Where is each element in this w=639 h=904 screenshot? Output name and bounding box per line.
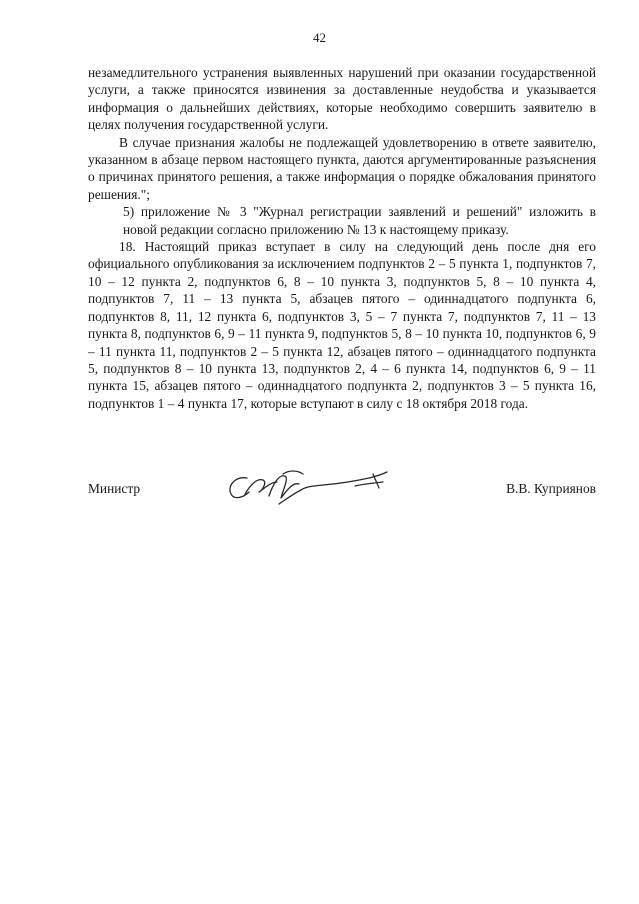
paragraph-item-18: 18. Настоящий приказ вступает в силу на следующий день после дня его официального опубликования за исключением подпунктов 2 – 5 пункта 1, подпунктов 7, 10 – 12 пункта 2, подпунктов 6, 8 – 10 пункта 3, подпунктов 5, 8 – 10 пункта 4, подпунктов 7, 11 – 13 пункта 5, абзацев пятого – одиннадцатого подпункта 6, подпунктов 8, 11, 12 пункта 6, подпунктов 3, 5 – 7 пункта 7, подпунктов 7, 11 – 13 пункта 8, подпунктов 6, 9 – 11 пункта 9, подпунктов 5, 8 – 10 пункта 10, подпунктов 6, 9 – 11 пункта 11, подпунктов 2 – 5 пункта 12, абзацев пятого – одиннадцатого подпункта 5, подпунктов 8 – 10 пункта 13, подпунктов 2, 4 – 6 пункта 14, подпунктов 6, 9 – 11 пункта 15, абзацев пятого – одиннадцатого подпункта 2, подпунктов 3 – 5 пункта 16, подпунктов 1 – 4 пункта 17, которые вступают в силу с 18 октября 2018 года. [88, 239, 596, 411]
signatory-name: В.В. Куприянов [506, 481, 596, 496]
document-body [88, 64, 596, 412]
paragraph-continuation: незамедлительного устранения выявленных нарушений при оказании государственной услуги, а также приносятся извинения за доставленные неудобства и указывается информация о дальнейших действиях, которые необходимо совершить заявителю в целях получения государственной услуги. [88, 65, 596, 133]
page-number: 42 [313, 30, 326, 45]
signatory-title: Министр [88, 481, 141, 496]
signature-block [88, 460, 596, 520]
handwritten-signature [223, 460, 393, 510]
paragraph-complaint-rejection: В случае признания жалобы не подлежащей удовлетворению в ответе заявителю, указанном в абзаце первом настоящего пункта, даются аргументированные разъяснения о причинах принятого решения, а также информация о порядке обжалования принятого решения."; [88, 134, 596, 202]
paragraph-item-5: 5) приложение № 3 "Журнал регистрации заявлений и решений" изложить в новой редакции согласно приложению № 13 к настоящему приказу. [123, 204, 596, 237]
